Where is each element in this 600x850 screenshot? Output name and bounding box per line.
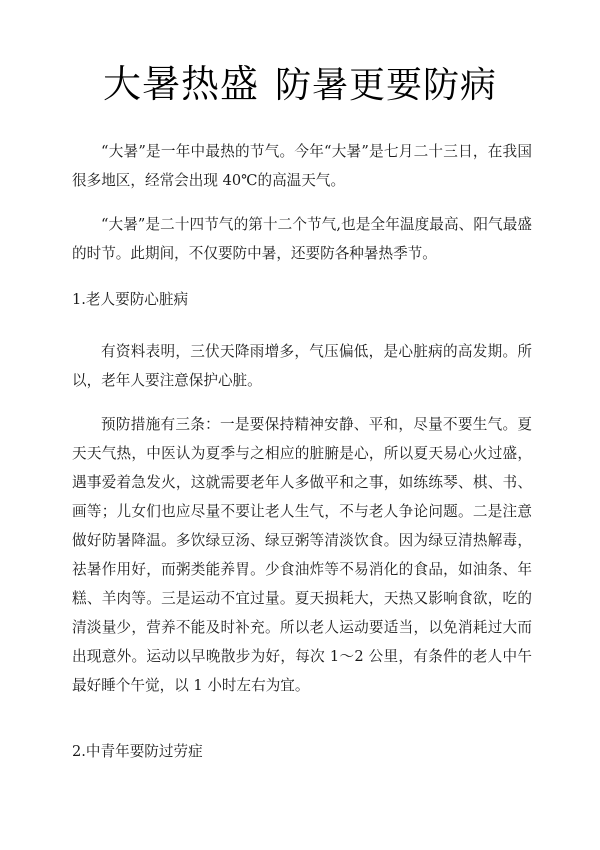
intro-paragraph-2: “大暑”是二十四节气的第十二个节气,也是全年温度最高、阳气最盛的时节。此期间，不仅要防中暑，还要防各种暑热季节。 [72,216,532,262]
intro-paragraph-1: “大暑”是一年中最热的节气。今年“大暑”是七月二十三日，在我国很多地区，经常会出现 40℃的高温天气。 [72,143,532,189]
section-1-heading: 1.老人要防心脏病 [72,291,189,308]
section-2-heading: 2.中青年要防过劳症 [72,743,203,760]
document-title [0,58,600,112]
section-1-paragraph-1: 有资料表明，三伏天降雨增多，气压偏低，是心脏病的高发期。所以，老年人要注意保护心脏。 [72,343,532,389]
title-part-2: 防暑更要防病 [275,65,498,106]
section-1-paragraph-2: 预防措施有三条：一是要保持精神安静、平和，尽量不要生气。夏天天气热，中医认为夏季与之相应的脏腑是心，所以夏天易心火过盛，遇事爱着急发火，这就需要老年人多做平和之事，如练练琴、棋、书、画等；儿女们也应尽量不要让老人生气，不与老人争论问题。二是注意做好防暑降温。多饮绿豆汤、绿豆粥等清淡饮食。因为绿豆清热解毒，祛暑作用好，而粥类能养胃。少食油炸等不易消化的食品，如油条、年糕、羊肉等。三是运动不宜过量。夏天损耗大，天热又影响食欲，吃的清淡量少，营养不能及时补充。所以老人运动要适当，以免消耗过大而出现意外。运动以早晚散步为好，每次 1～2 公里，有条件的老人中午最好睡个午觉，以 1 小时左右为宜。 [72,416,532,694]
title-part-1: 大暑热盛 [102,62,259,106]
